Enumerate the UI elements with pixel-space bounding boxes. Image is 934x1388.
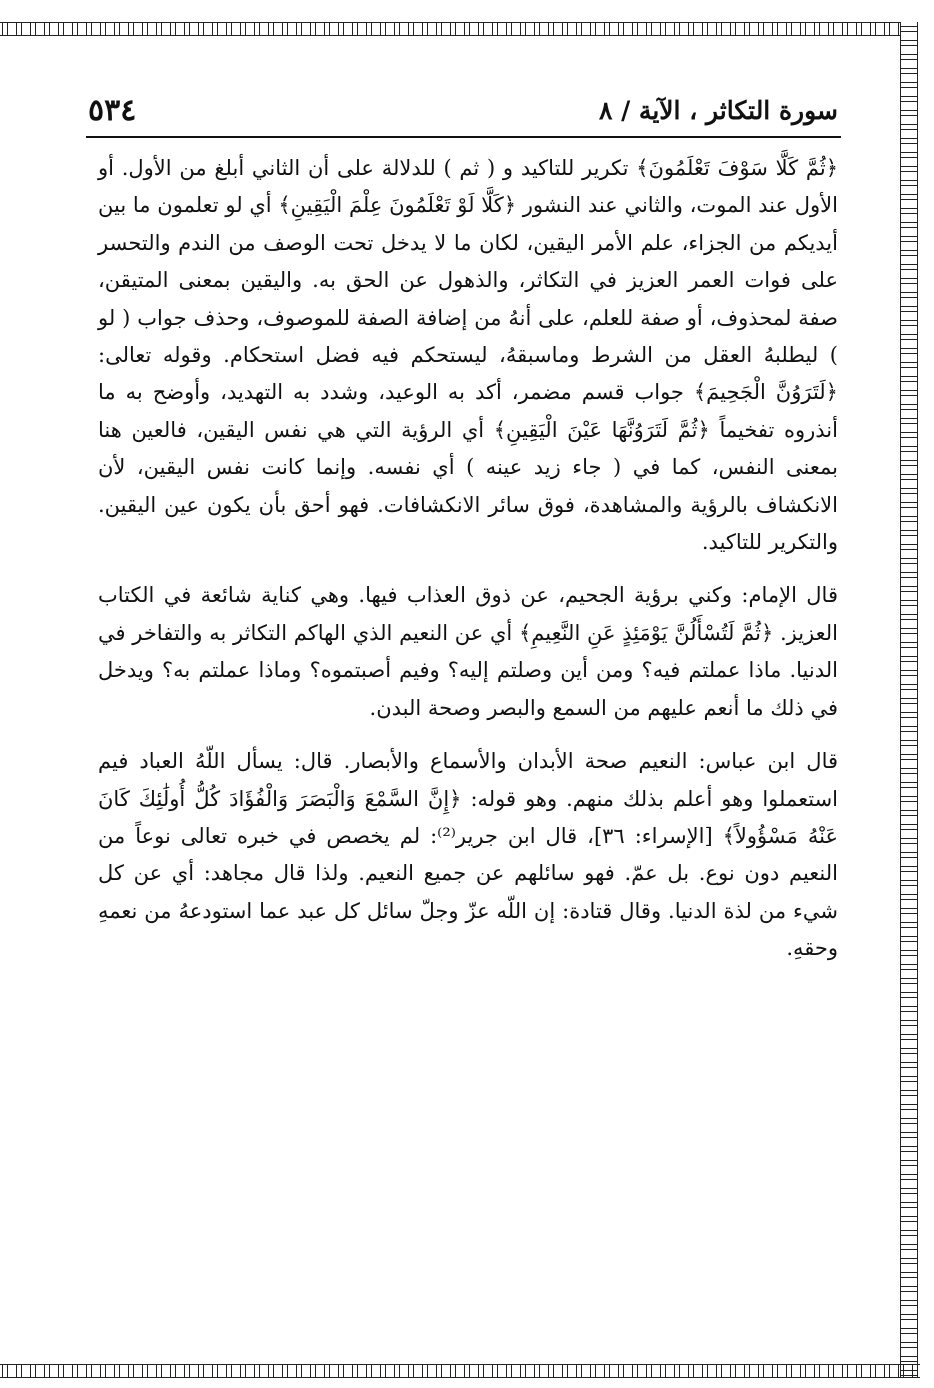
decorative-border-top bbox=[0, 22, 900, 36]
decorative-border-bottom bbox=[0, 1364, 920, 1378]
paragraph-2: قال الإمام: وكني برؤية الجحيم، عن ذوق العذاب فيها. وهي كناية شائعة في الكتاب العزيز. ﴿ثُمَّ لَتُسْأَلُنَّ يَوْمَئِذٍ عَنِ النَّعِيمِ﴾ أي عن النعيم الذي الهاكم التكاثر به والتفاخر في الدنيا. ماذا عملتم فيه؟ ومن أين وصلتم إليه؟ وفيم أصبتموه؟ وماذا عملتم به؟ ويدخل في ذلك ما أنعم عليهم من السمع والبصر وصحة البدن. bbox=[98, 583, 838, 720]
paragraph-1: ﴿ثُمَّ كَلَّا سَوْفَ تَعْلَمُونَ﴾ تكرير للتاكيد و ( ثم ) للدلالة على أن الثاني أبلغ من الأول. أو الأول عند الموت، والثاني عند النشور ﴿كَلَّا لَوْ تَعْلَمُونَ عِلْمَ الْيَقِينِ﴾ أي لو تعلمون ما بين أيديكم من الجزاء، علم الأمر اليقين، لكان ما لا يدخل تحت الوصف من الندم والتحسر على فوات العمر العزيز في التكاثر، والذهول عن الحق به. واليقين بمعنى المتيقن، صفة لمحذوف، أو صفة للعلم، على أنهُ من إضافة الصفة للموصوف، وحذف جواب ( لو ) ليطلبهُ العقل من الشرط وماسبقهُ، ليستحكم فيه فضل استحكام. وقوله تعالى: ﴿لَتَرَوُنَّ الْجَحِيمَ﴾ جواب قسم مضمر، أكد به الوعيد، وشدد به التهديد، وأوضح به ما أنذروه تفخيماً ﴿ثُمَّ لَتَرَوُنَّهَا عَيْنَ الْيَقِينِ﴾ أي الرؤية التي هي نفس اليقين، فالعين هنا بمعنى النفس، كما في ( جاء زيد عينه ) أي نفسه. وإنما كانت نفس اليقين، لأن الانكشاف بالرؤية والمشاهدة، فوق سائر الانكشافات. فهو أحق بأن يكون عين اليقين. والتكرير للتاكيد. bbox=[98, 156, 838, 555]
page-header bbox=[88, 88, 838, 132]
paragraph-3: قال ابن عباس: النعيم صحة الأبدان والأسماع والأبصار. قال: يسأل اللّهُ العباد فيم استعملوا وهو أعلم بذلك منهم. وهو قوله: ﴿إِنَّ السَّمْعَ وَالْبَصَرَ وَالْفُؤَادَ كُلُّ أُولَٰئِكَ كَانَ عَنْهُ مَسْؤُولاً﴾ [الإسراء: ٣٦]، قال ابن جرير⁽²⁾: لم يخصص في خبره تعالى نوعاً من النعيم دون نوع. بل عمّ. فهو سائلهم عن جميع النعيم. ولذا قال مجاهد: أي عن كل شيء من لذة الدنيا. وقال قتادة: إن اللّه عزّ وجلّ سائل كل عبد عما استودعهُ من نعمهِ وحقهِ. bbox=[98, 749, 838, 961]
page-number: ٥٣٤ bbox=[88, 92, 137, 128]
decorative-border-right bbox=[900, 22, 918, 1378]
running-title: سورة التكاثر ، الآية / ٨ bbox=[598, 95, 838, 125]
header-divider bbox=[86, 136, 841, 138]
page-body bbox=[98, 150, 838, 968]
